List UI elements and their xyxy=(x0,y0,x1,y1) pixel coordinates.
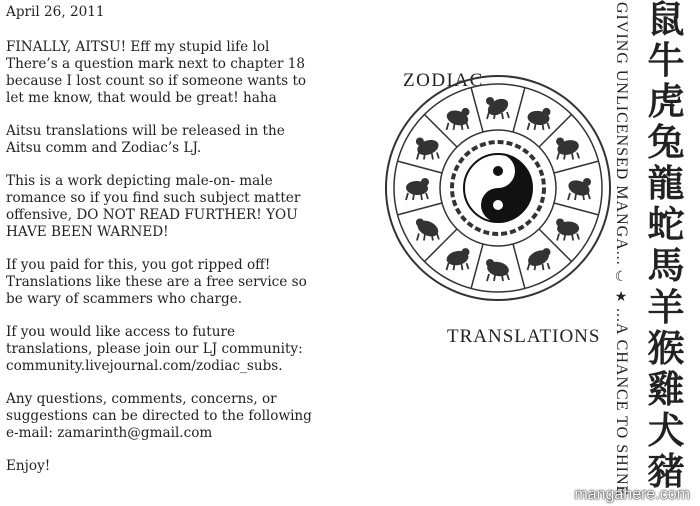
note-warning-caps: DO NOT READ FURTHER! YOU HAVE BEEN WARNED! xyxy=(6,207,298,240)
zodiac-animal-icon xyxy=(486,259,510,281)
zodiac-char: 虎 xyxy=(647,80,685,124)
note-community: If you would like access to future translations, please join our LJ community: community.livejournal.com/zodiac_subs. xyxy=(6,324,303,374)
note-enjoy: Enjoy! xyxy=(6,458,51,474)
note-finally: FINALLY, AITSU! Eff my stupid life lol There’s a question mark next to chapter 18 because I lost count so if someone wants to let me know, that would be great! haha xyxy=(6,39,307,106)
zodiac-char: 兔 xyxy=(647,121,685,165)
zodiac-animal-icon xyxy=(485,95,511,119)
star-icon: ★ xyxy=(613,288,628,306)
zodiac-char: 蛇 xyxy=(647,203,685,247)
zodiac-animal-icon xyxy=(526,247,552,270)
zodiac-char: 馬 xyxy=(647,244,685,288)
tagline xyxy=(612,2,634,502)
zodiac-animal-icon xyxy=(445,108,470,130)
translator-notes xyxy=(6,4,318,491)
zodiac-char: 猴 xyxy=(647,326,685,370)
tagline-part1: GIVING UNLICENSED MANGA... xyxy=(613,2,630,266)
zodiac-char: 鼠 xyxy=(647,0,685,41)
zodiac-animal-icon xyxy=(445,248,469,270)
logo-title-bottom: TRANSLATIONS xyxy=(447,326,601,347)
note-date: April 26, 2011 xyxy=(6,4,105,20)
note-contact: Any questions, comments, concerns, or suggestions can be directed to the following e-mail: zamarinth@gmail.com xyxy=(6,391,312,441)
zodiac-animal-icon xyxy=(566,178,592,200)
zodiac-animal-icon xyxy=(556,138,581,160)
zodiac-animal-icon xyxy=(556,219,579,241)
note-warning xyxy=(6,173,318,241)
note-warning-text: This is a work depicting male-on- male romance so if you find such subject matter offensive, xyxy=(6,173,301,223)
tagline-part2: ...A CHANCE TO SHINE xyxy=(613,307,630,497)
note-scam: If you paid for this, you got ripped off! Translations like these are a free service so be wary of scammers who charge. xyxy=(6,257,307,307)
zodiac-char: 龍 xyxy=(647,162,685,206)
zodiac-char: 犬 xyxy=(647,408,685,452)
zodiac-char: 豬 xyxy=(647,449,685,493)
zodiac-wheel-logo xyxy=(368,58,628,358)
zodiac-animal-icon xyxy=(415,137,440,159)
zodiac-characters xyxy=(634,0,698,492)
logo-title-top: ZODIAC xyxy=(403,70,484,91)
zodiac-animal-icon xyxy=(415,217,441,240)
zodiac-animal-icon xyxy=(406,178,429,200)
zodiac-char: 羊 xyxy=(647,285,685,329)
moon-icon: ☾ xyxy=(613,268,628,286)
site-watermark: mangahere.com xyxy=(574,486,690,503)
note-release: Aitsu translations will be released in the Aitsu comm and Zodiac’s LJ. xyxy=(6,123,285,156)
zodiac-animal-icon xyxy=(527,108,551,130)
zodiac-char: 雞 xyxy=(647,367,685,411)
zodiac-char: 牛 xyxy=(647,39,685,83)
